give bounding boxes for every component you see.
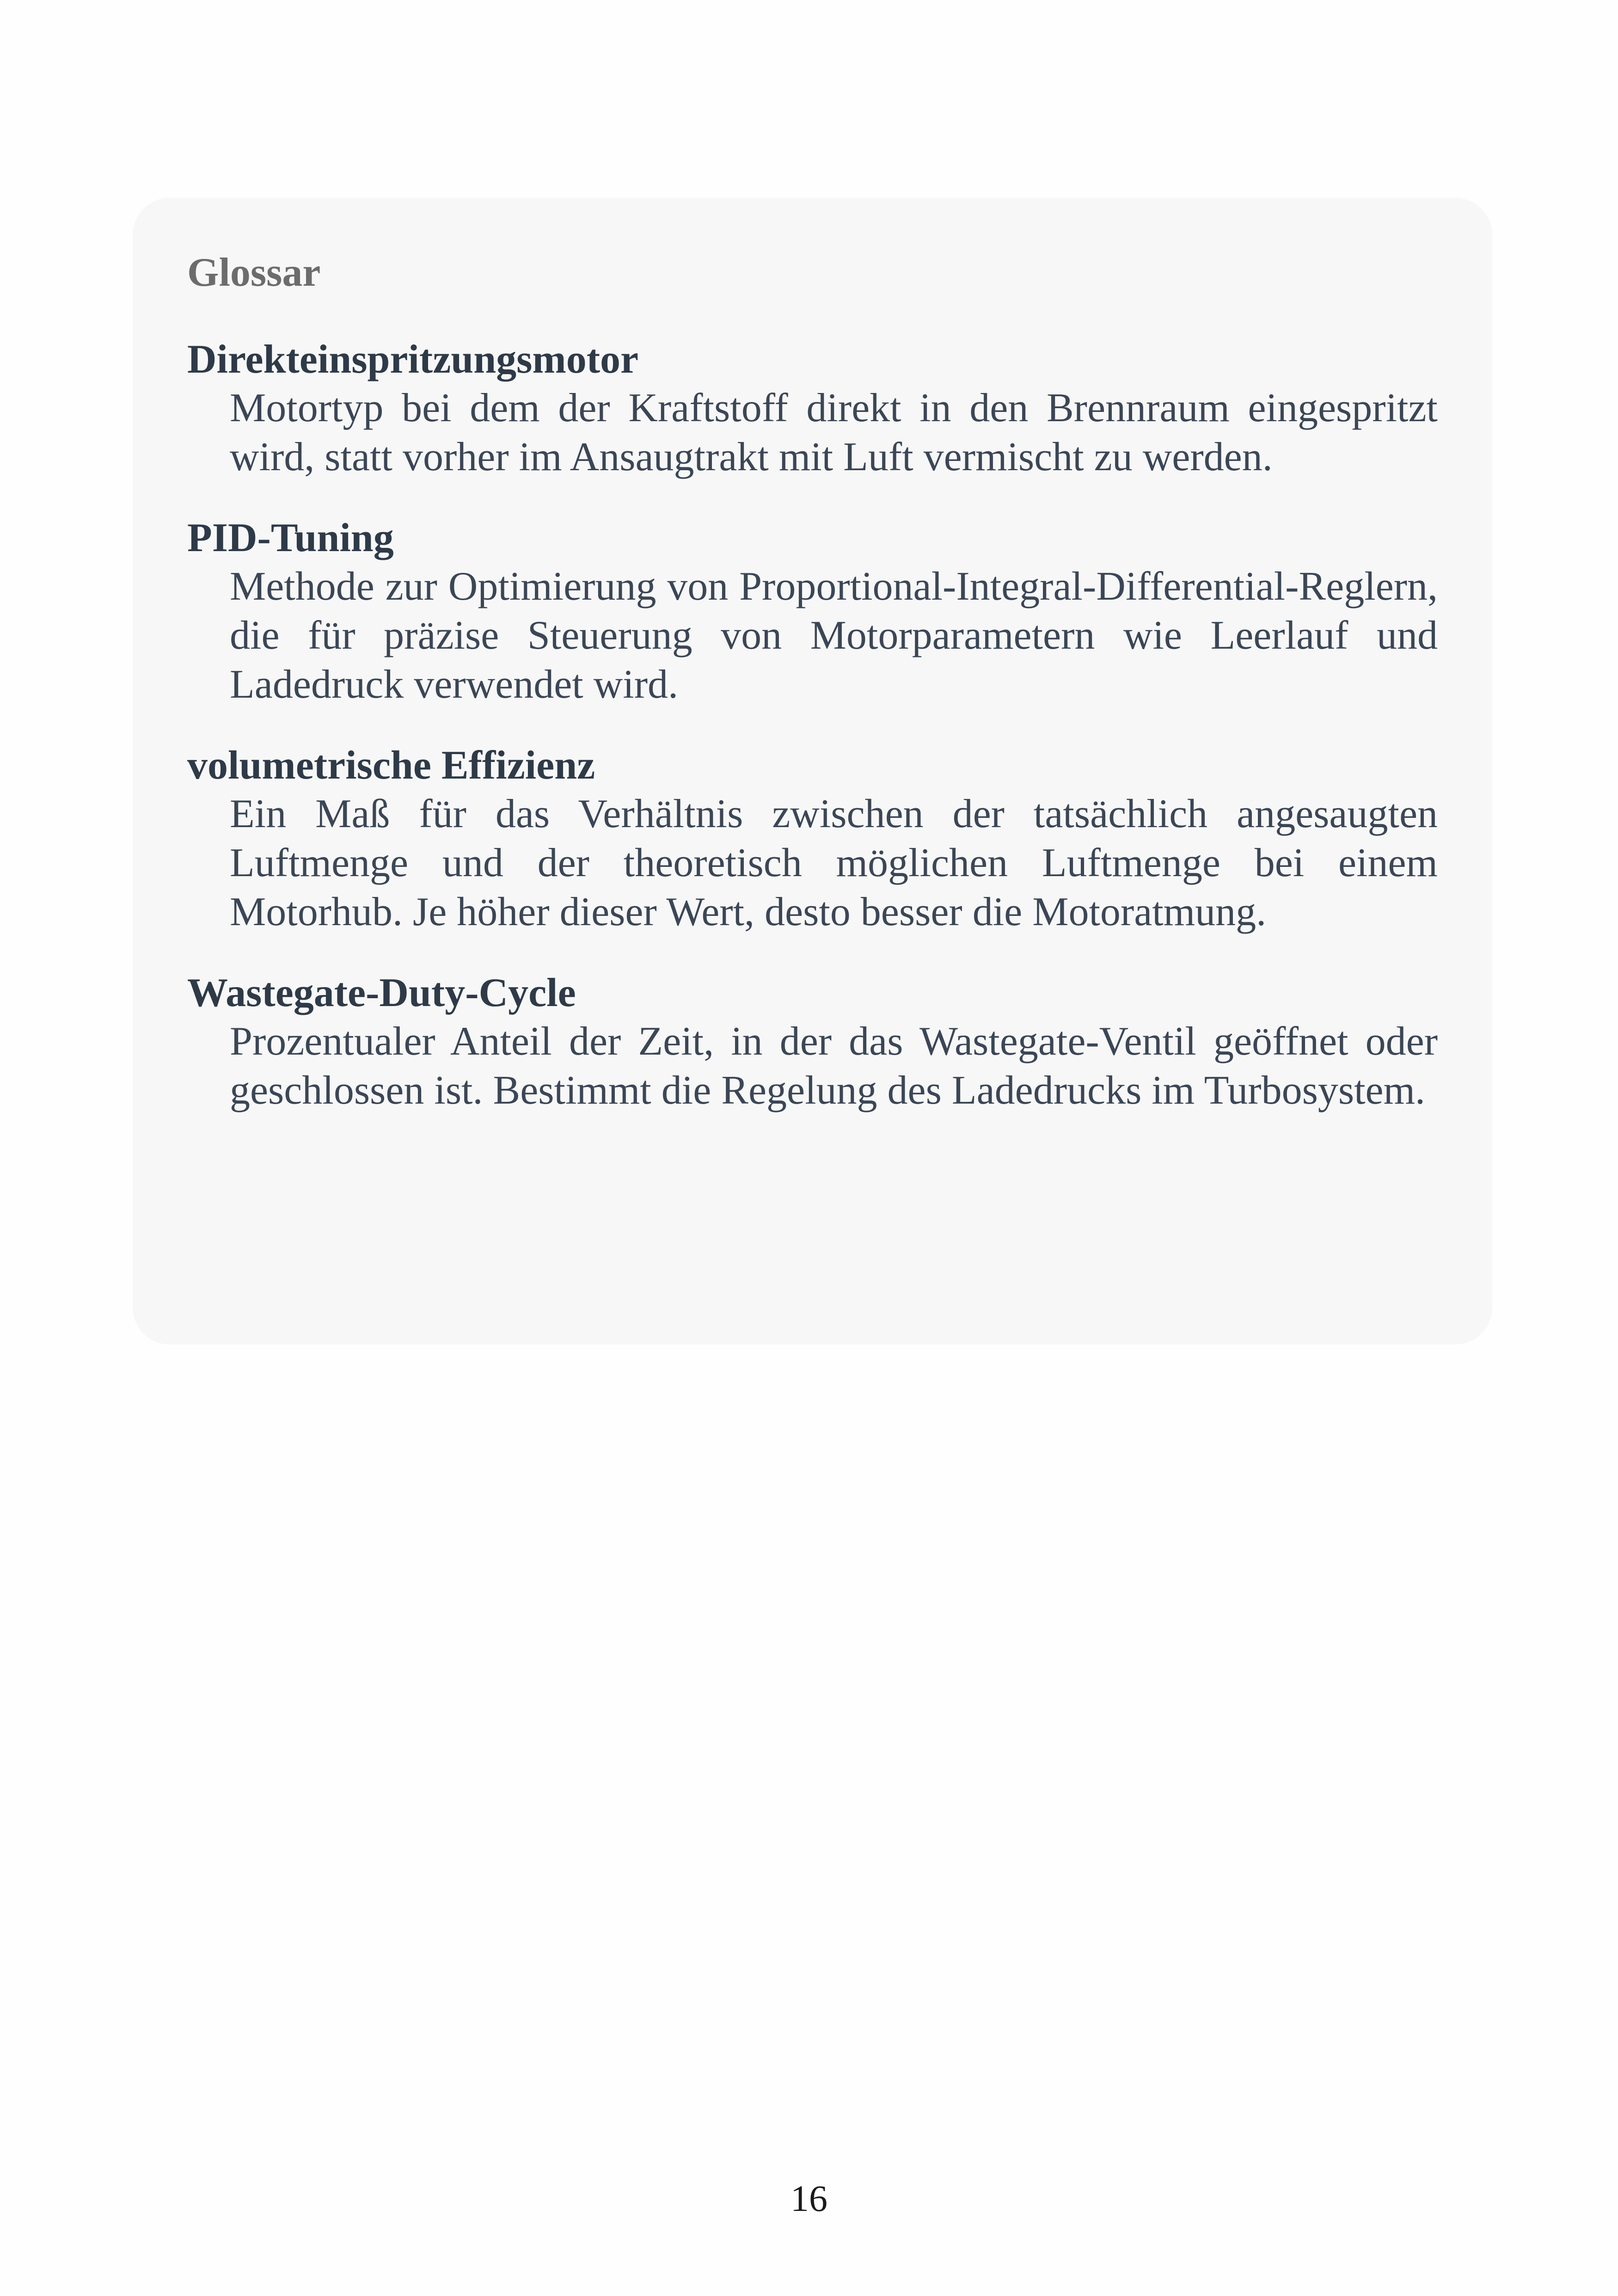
glossary-term: PID-Tuning	[187, 516, 394, 560]
page-number: 16	[791, 2179, 827, 2219]
glossary-entry-wastegate-duty-cycle	[187, 969, 1438, 1115]
glossary-heading: Glossar	[187, 250, 321, 295]
glossary-definition: Prozentualer Anteil der Zeit, in der das Wastegate-Ventil geöffnet oder geschlossen ist. Bestimmt die Regelung des Ladedrucks im Turbosystem.	[230, 1019, 1438, 1113]
glossary-entry-volumetrische-effizienz	[187, 742, 1438, 937]
glossary-term: Direkteinspritzungsmotor	[187, 337, 639, 382]
glossary-definition: Methode zur Optimierung von Proportional-Integral-Differential-Reglern, die für präzise Steuerung von Motorparametern wie Leerlauf und Ladedruck verwendet wird.	[230, 564, 1438, 707]
glossary-definition: Ein Maß für das Verhältnis zwischen der tatsächlich angesaugten Luftmenge und der theoretisch möglichen Luftmenge bei einem Motorhub. Je höher dieser Wert, desto besser die Motoratmung.	[230, 792, 1438, 934]
glossary-term: Wastegate-Duty-Cycle	[187, 970, 576, 1015]
glossary-term: volumetrische Effizienz	[187, 743, 595, 788]
glossary-entry-pid-tuning	[187, 514, 1438, 709]
glossary-box	[133, 198, 1492, 1344]
glossary-entry-direkteinspritzungsmotor	[187, 336, 1438, 482]
glossary-definition: Motortyp bei dem der Kraftstoff direkt in den Brennraum eingespritzt wird, statt vorher im Ansaugtrakt mit Luft vermischt zu werden.	[230, 386, 1438, 479]
